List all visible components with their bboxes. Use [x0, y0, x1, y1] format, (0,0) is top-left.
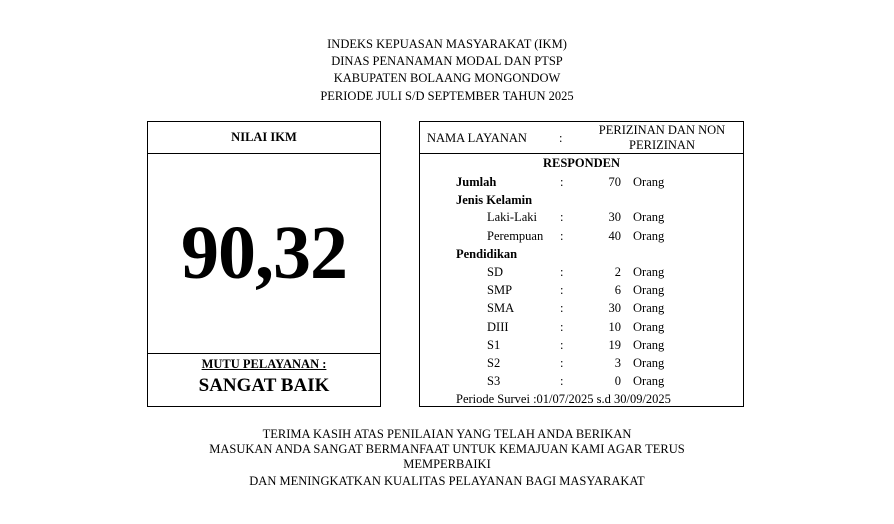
- service-quality-value: SANGAT BAIK: [198, 375, 330, 396]
- education-row: [420, 264, 743, 280]
- service-name-line: PERIZINAN DAN NON: [598, 123, 726, 137]
- row-colon: :: [560, 210, 564, 224]
- message-line: MASUKAN ANDA SANGAT BERMANFAAT UNTUK KEMAJUAN KAMI AGAR TERUS: [209, 442, 685, 456]
- message-line: MEMPERBAIKI: [403, 457, 491, 471]
- respondent-title: RESPONDEN: [542, 156, 621, 170]
- section-label: Pendidikan: [456, 247, 518, 261]
- row-label: DIII: [487, 320, 509, 334]
- ikm-score-card: [147, 121, 381, 407]
- education-section-title: [420, 246, 743, 262]
- row-value: 3: [614, 356, 621, 370]
- divider: [148, 153, 380, 154]
- education-row: [420, 319, 743, 335]
- row-value: 2: [614, 265, 621, 279]
- service-name-line: PERIZINAN: [629, 138, 695, 152]
- section-label: Jenis Kelamin: [456, 193, 533, 207]
- respondent-total-row: [420, 174, 743, 190]
- service-quality-label: MUTU PELAYANAN :: [201, 357, 327, 371]
- row-colon: :: [560, 374, 564, 388]
- education-row: [420, 300, 743, 316]
- row-colon: :: [560, 301, 564, 315]
- gender-section-title: [420, 192, 743, 208]
- report-period: PERIODE JULI S/D SEPTEMBER TAHUN 2025: [320, 89, 574, 103]
- row-unit: Orang: [633, 356, 665, 370]
- row-unit: Orang: [633, 175, 665, 189]
- row-colon: :: [560, 283, 564, 297]
- row-label: SD: [487, 265, 503, 279]
- agency-name: DINAS PENANAMAN MODAL DAN PTSP: [331, 54, 563, 68]
- service-name-value: [582, 123, 742, 153]
- education-row: [420, 355, 743, 371]
- survey-period: Periode Survei :01/07/2025 s.d 30/09/2025: [456, 392, 671, 406]
- row-label: S3: [487, 374, 501, 388]
- region-name: KABUPATEN BOLAANG MONGONDOW: [333, 71, 561, 85]
- row-value: 30: [608, 301, 621, 315]
- row-label: SMP: [487, 283, 513, 297]
- education-row: [420, 337, 743, 353]
- row-label: Jumlah: [456, 175, 497, 189]
- row-label: S1: [487, 338, 501, 352]
- ikm-label: NILAI IKM: [231, 130, 297, 144]
- report-title: INDEKS KEPUASAN MASYARAKAT (IKM): [327, 37, 567, 51]
- service-name-colon: :: [559, 131, 563, 145]
- service-name-label: NAMA LAYANAN: [427, 131, 527, 145]
- row-value: 19: [608, 338, 621, 352]
- row-label: Laki-Laki: [487, 210, 537, 224]
- row-label: S2: [487, 356, 501, 370]
- thank-you-line: TERIMA KASIH ATAS PENILAIAN YANG TELAH ANDA BERIKAN: [262, 427, 632, 441]
- row-label: Perempuan: [487, 229, 544, 243]
- row-colon: :: [560, 229, 564, 243]
- divider: [148, 353, 380, 354]
- row-label: SMA: [487, 301, 515, 315]
- row-value: 0: [614, 374, 621, 388]
- gender-row: [420, 209, 743, 225]
- row-unit: Orang: [633, 374, 665, 388]
- respondent-card: [419, 121, 744, 407]
- row-value: 10: [608, 320, 621, 334]
- row-value: 40: [608, 229, 621, 243]
- row-unit: Orang: [633, 301, 665, 315]
- row-value: 30: [608, 210, 621, 224]
- row-colon: :: [560, 320, 564, 334]
- message-line: DAN MENINGKATKAN KUALITAS PELAYANAN BAGI MASYARAKAT: [249, 474, 645, 488]
- row-colon: :: [560, 265, 564, 279]
- row-unit: Orang: [633, 283, 665, 297]
- row-unit: Orang: [633, 338, 665, 352]
- ikm-value: 90,32: [181, 211, 347, 295]
- row-value: 70: [608, 175, 621, 189]
- row-colon: :: [560, 175, 564, 189]
- row-value: 6: [614, 283, 621, 297]
- row-unit: Orang: [633, 210, 665, 224]
- row-unit: Orang: [633, 229, 665, 243]
- education-row: [420, 373, 743, 389]
- row-colon: :: [560, 338, 564, 352]
- row-unit: Orang: [633, 265, 665, 279]
- row-colon: :: [560, 356, 564, 370]
- row-unit: Orang: [633, 320, 665, 334]
- divider: [420, 153, 743, 154]
- education-row: [420, 282, 743, 298]
- gender-row: [420, 228, 743, 244]
